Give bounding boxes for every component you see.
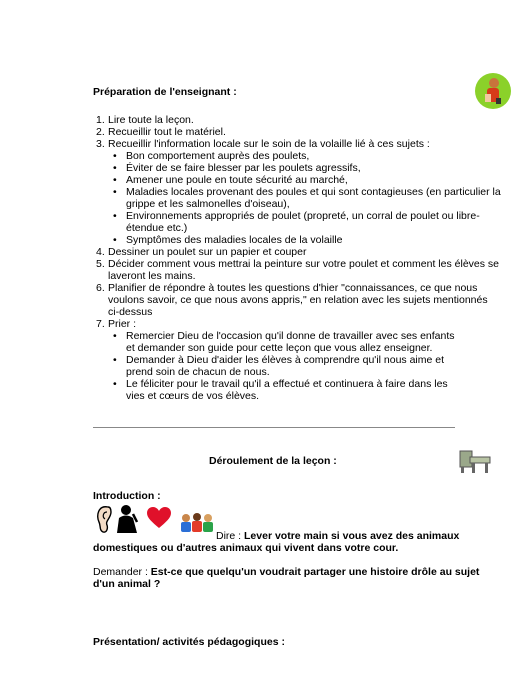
teacher-icon bbox=[474, 72, 512, 110]
bullet-icon: • bbox=[113, 210, 117, 222]
bullet-text: vies et cœurs de vos élèves. bbox=[126, 390, 260, 402]
heart-icon bbox=[146, 506, 172, 530]
dire-text-1: Lever votre main si vous avez des animaux bbox=[244, 530, 460, 542]
dire-label: Dire : bbox=[216, 530, 245, 542]
step-number: 5. bbox=[96, 258, 105, 270]
step-number: 3. bbox=[96, 138, 105, 150]
step-text: Planifier de répondre à toutes les questions d'hier "connaissances, ce que nous bbox=[108, 282, 478, 294]
step-text: Prier : bbox=[108, 318, 137, 330]
step-text: ci-dessus bbox=[108, 306, 153, 318]
demander-label: Demander : bbox=[93, 566, 151, 578]
bullet-text: Amener une poule en toute sécurité au marché, bbox=[126, 174, 348, 186]
praying-person-icon bbox=[115, 504, 141, 534]
ear-icon bbox=[93, 504, 115, 534]
bullet-text: étendue etc.) bbox=[126, 222, 188, 234]
bullet-text: grippe et les salmonelles d'oiseau), bbox=[126, 198, 290, 210]
intro-demander bbox=[93, 566, 479, 578]
bullet-text: prend soin de chacun de nous. bbox=[126, 366, 270, 378]
intro-heading: Introduction : bbox=[93, 490, 161, 502]
dire-text-2: domestiques ou d'autres animaux qui vivent dans votre cour. bbox=[93, 542, 399, 554]
deroulement-heading: Déroulement de la leçon : bbox=[209, 455, 337, 467]
demander-text-2: d'un animal ? bbox=[93, 578, 161, 590]
desk-icon bbox=[456, 447, 492, 475]
step-number: 4. bbox=[96, 246, 105, 258]
bullet-icon: • bbox=[113, 354, 117, 366]
divider bbox=[93, 427, 455, 428]
step-number: 2. bbox=[96, 126, 105, 138]
bullet-text: Maladies locales provenant des poules et qui sont contagieuses (en particulier la bbox=[126, 186, 501, 198]
bullet-text: Demander à Dieu d'aider les élèves à comprendre qu'il nous aime et bbox=[126, 354, 445, 366]
demander-text-1: Est-ce que quelqu'un voudrait partager une histoire drôle au sujet bbox=[150, 566, 480, 578]
step-text: Recueillir l'information locale sur le soin de la volaille lié à ces sujets : bbox=[108, 138, 430, 150]
intro-dire bbox=[216, 530, 459, 542]
step-number: 7. bbox=[96, 318, 105, 330]
bullet-icon: • bbox=[113, 174, 117, 186]
step-text: voulons savoir, ce que nous avons appris," en relation avec les sujets mentionnés bbox=[108, 294, 488, 306]
bullet-text: et demander son guide pour cette leçon que vous allez enseigner. bbox=[126, 342, 433, 354]
step-text: Dessiner un poulet sur un papier et couper bbox=[108, 246, 307, 258]
bullet-text: Éviter de se faire blesser par les poulets agressifs, bbox=[126, 162, 361, 174]
bullet-icon: • bbox=[113, 150, 117, 162]
step-text: Lire toute la leçon. bbox=[108, 114, 194, 126]
step-text: laveront les mains. bbox=[108, 270, 196, 282]
bullet-icon: • bbox=[113, 234, 117, 246]
bullet-icon: • bbox=[113, 378, 117, 390]
children-icon bbox=[178, 512, 216, 534]
presentation-heading: Présentation/ activités pédagogiques : bbox=[93, 636, 285, 648]
step-text: Décider comment vous mettrai la peinture sur votre poulet et comment les élèves se bbox=[108, 258, 500, 270]
bullet-text: Bon comportement auprès des poulets, bbox=[126, 150, 310, 162]
bullet-icon: • bbox=[113, 330, 117, 342]
bullet-text: Symptômes des maladies locales de la volaille bbox=[126, 234, 343, 246]
bullet-icon: • bbox=[113, 186, 117, 198]
bullet-text: Environnements appropriés de poulet (propreté, un corral de poulet ou libre- bbox=[126, 210, 480, 222]
step-number: 6. bbox=[96, 282, 105, 294]
step-text: Recueillir tout le matériel. bbox=[108, 126, 226, 138]
step-number: 1. bbox=[96, 114, 105, 126]
prep-heading: Préparation de l'enseignant : bbox=[93, 86, 237, 98]
bullet-text: Remercier Dieu de l'occasion qu'il donne de travailler avec ses enfants bbox=[126, 330, 455, 342]
bullet-text: Le féliciter pour le travail qu'il a effectué et continuera à faire dans les bbox=[126, 378, 448, 390]
bullet-icon: • bbox=[113, 162, 117, 174]
